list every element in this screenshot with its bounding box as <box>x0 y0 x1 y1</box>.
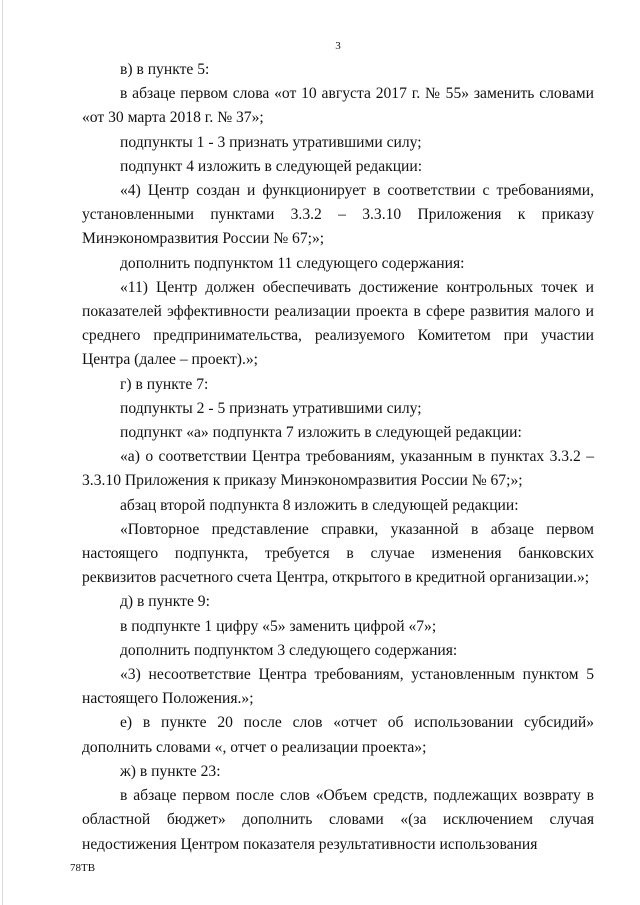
paragraph-item-e: е) в пункте 20 после слов «отчет об использовании субсидий» дополнить словами «, отчет о реализации проекта»; <box>82 714 594 756</box>
paragraph-quote-povtornoe: «Повторное представление справки, указанной в абзаце первом настоящего подпункта, требуется в случае изменения банковских реквизитов расчетного счета Центра, открытого в кредитной организации.»; <box>82 520 594 587</box>
paragraph-podpunkty-2-5: подпункты 2 - 5 признать утратившими силу; <box>120 399 422 417</box>
paragraph-item-d: д) в пункте 9: <box>120 593 210 611</box>
footer-code: 78ТВ <box>70 862 96 874</box>
paragraph-quote-11: «11) Центр должен обеспечивать достижение контрольных точек и показателей эффективности реализации проекта в сфере развития малого и среднего предпринимательства, реализуемого Комитетом при участии Центра (далее – проект).»; <box>82 278 594 369</box>
paragraph-quote-4: «4) Центр создан и функционирует в соответствии с требованиями, установленными пунктами 3.3.2 – 3.3.10 Приложения к приказу Минэкономразвития России № 67;»; <box>82 182 594 248</box>
paragraph-abzac-vtoroi: абзац второй подпункта 8 изложить в следующей редакции: <box>120 496 519 514</box>
paragraph-podpunkt-1: в подпункте 1 цифру «5» заменить цифрой «7»; <box>120 617 437 635</box>
paragraph-dopolnit-3: дополнить подпунктом 3 следующего содержания: <box>120 641 458 659</box>
paragraph-podpunkt-4: подпункт 4 изложить в следующей редакции: <box>120 157 423 175</box>
paragraph-item-v: в) в пункте 5: <box>120 61 210 78</box>
page-number: 3 <box>335 40 341 52</box>
scan-edge-line <box>2 0 3 905</box>
paragraph-podpunkt-a: подпункт «а» подпункта 7 изложить в следующей редакции: <box>120 424 522 442</box>
paragraph-podpunkty-1-3: подпункты 1 - 3 признать утратившими силу; <box>120 133 422 151</box>
paragraph-dopolnit-11: дополнить подпунктом 11 следующего содержания: <box>120 254 465 272</box>
paragraph-abzac-pervyi: в абзаце первом слова «от 10 августа 2017 г. № 55» заменить словами «от 30 марта 2018 г. № 37»; <box>82 85 594 127</box>
paragraph-quote-3: «3) несоответствие Центра требованиям, установленным пунктом 5 настоящего Положения.»; <box>82 666 594 708</box>
document-body <box>82 58 594 857</box>
paragraph-item-g: г) в пункте 7: <box>120 375 209 393</box>
paragraph-item-zh: ж) в пункте 23: <box>120 762 221 780</box>
paragraph-abzac-pervyi-23: в абзаце первом после слов «Объем средств, подлежащих возврату в областной бюджет» дополнить словами «(за исключением случая недостижения Центром показателя результативности использования <box>82 787 594 853</box>
paragraph-quote-a: «а) о соответствии Центра требованиям, указанным в пунктах 3.3.2 – 3.3.10 Приложения к приказу Минэкономразвития России № 67;»; <box>82 448 594 490</box>
